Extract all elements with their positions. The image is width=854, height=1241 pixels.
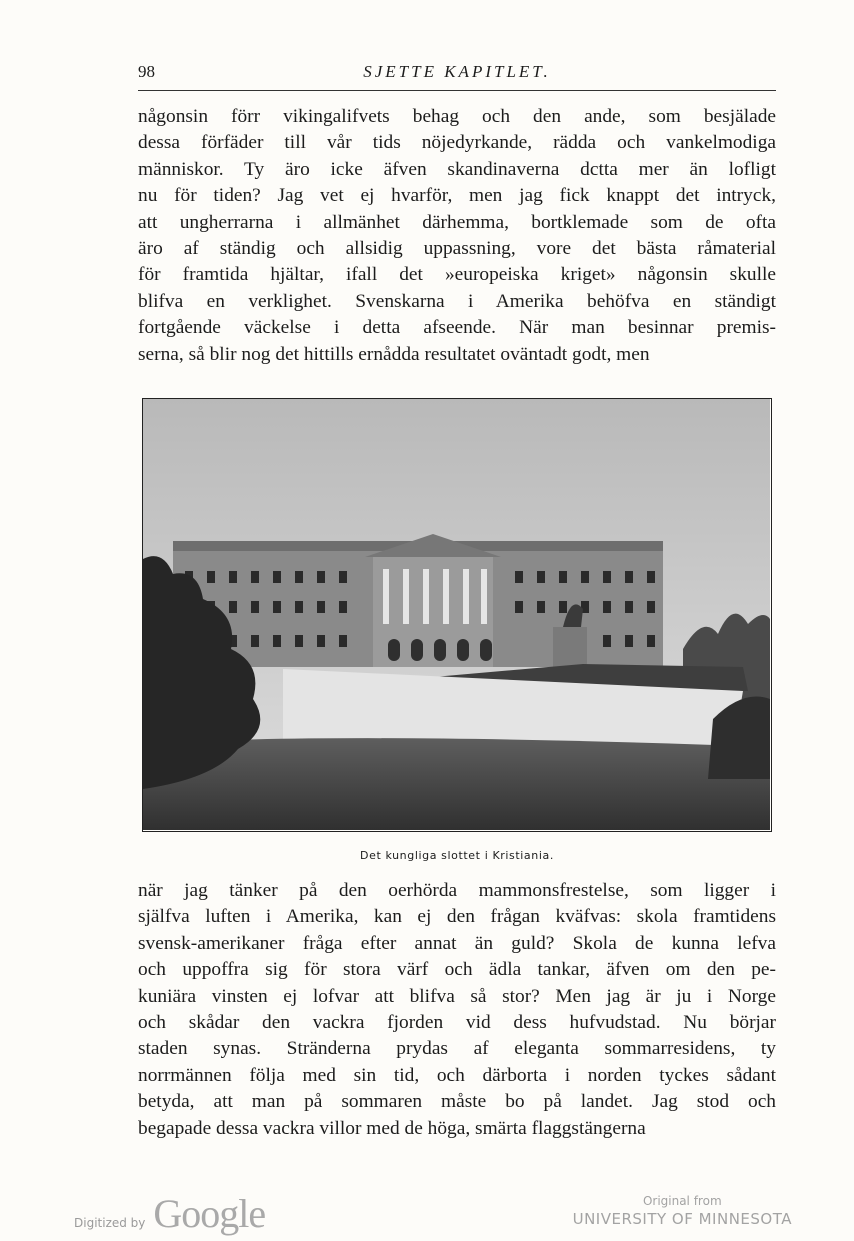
original-from-label: Original from <box>642 1194 722 1208</box>
original-from-watermark <box>573 1194 792 1228</box>
text-line: kuniära vinsten ej lofvar att blifva så stor? Men jag är ju i Norge <box>138 985 776 1007</box>
text-line: äro af ständig och allsidig uppassning, vore det bästa råmaterial <box>138 237 776 259</box>
text-line: nu för tiden? Jag vet ej hvarför, men jag fick knappt det intryck, <box>138 185 776 207</box>
figure-caption: Det kungliga slottet i Kristiania. <box>360 849 554 862</box>
palace-illustration <box>143 399 770 830</box>
text-line: och skådar den vackra fjorden vid dess hufvudstad. Nu börjar <box>138 1011 776 1033</box>
text-line: blifva en verklighet. Svenskarna i Amerika behöfva en ständigt <box>138 290 776 312</box>
page-header <box>138 60 776 88</box>
text-line: människor. Ty äro icke äfven skandinaverna dctta mer än lofligt <box>138 158 776 180</box>
paragraph-before-figure <box>138 104 776 368</box>
text-line: någonsin förr vikingalifvets behag och den ande, som besjälade <box>138 106 776 127</box>
running-title: SJETTE KAPITLET. <box>363 62 551 81</box>
page-number: 98 <box>138 62 155 81</box>
paragraph-after-figure <box>138 878 776 1142</box>
text-line: svensk-amerikaner fråga efter annat än guld? Skola de kunna lefva <box>138 932 776 954</box>
text-line: när jag tänker på den oerhörda mammonsfrestelse, som ligger i <box>138 880 776 901</box>
text-line: fortgående väckelse i detta afseende. När man besinnar premis- <box>138 317 776 339</box>
text-line: serna, så blir nog det hittills ernådda resultatet oväntadt godt, men <box>138 343 650 365</box>
text-line: och uppoffra sig för stora värf och ädla tankar, äfven om den pe- <box>138 959 776 981</box>
digitized-by-watermark <box>74 1190 265 1237</box>
text-line: själfva luften i Amerika, kan ej den frågan kväfvas: skola framtidens <box>138 906 776 928</box>
palace-photograph <box>142 398 772 832</box>
text-line: norrmännen följa med sin tid, och därborta i norden tyckes sådant <box>138 1064 776 1086</box>
university-label: UNIVERSITY OF MINNESOTA <box>572 1210 792 1228</box>
text-line: att ungherrarna i allmänhet därhemma, bortklemade som de ofta <box>138 211 776 233</box>
text-line: dessa förfäder till vår tids nöjedyrkande, rädda och vankelmodiga <box>138 132 776 154</box>
text-line: staden synas. Stränderna prydas af eleganta sommarresidens, ty <box>138 1038 776 1060</box>
text-line: för framtida hjältar, ifall det »europeiska kriget» någonsin skulle <box>138 264 776 286</box>
header-rule <box>138 90 776 91</box>
text-line: begapade dessa vackra villor med de höga, smärta flaggstängerna <box>138 1117 646 1139</box>
digitized-by-label: Digitized by <box>74 1216 146 1230</box>
google-logo: Google <box>153 1191 266 1236</box>
text-line: betyda, att man på sommaren måste bo på landet. Jag stod och <box>138 1091 776 1113</box>
